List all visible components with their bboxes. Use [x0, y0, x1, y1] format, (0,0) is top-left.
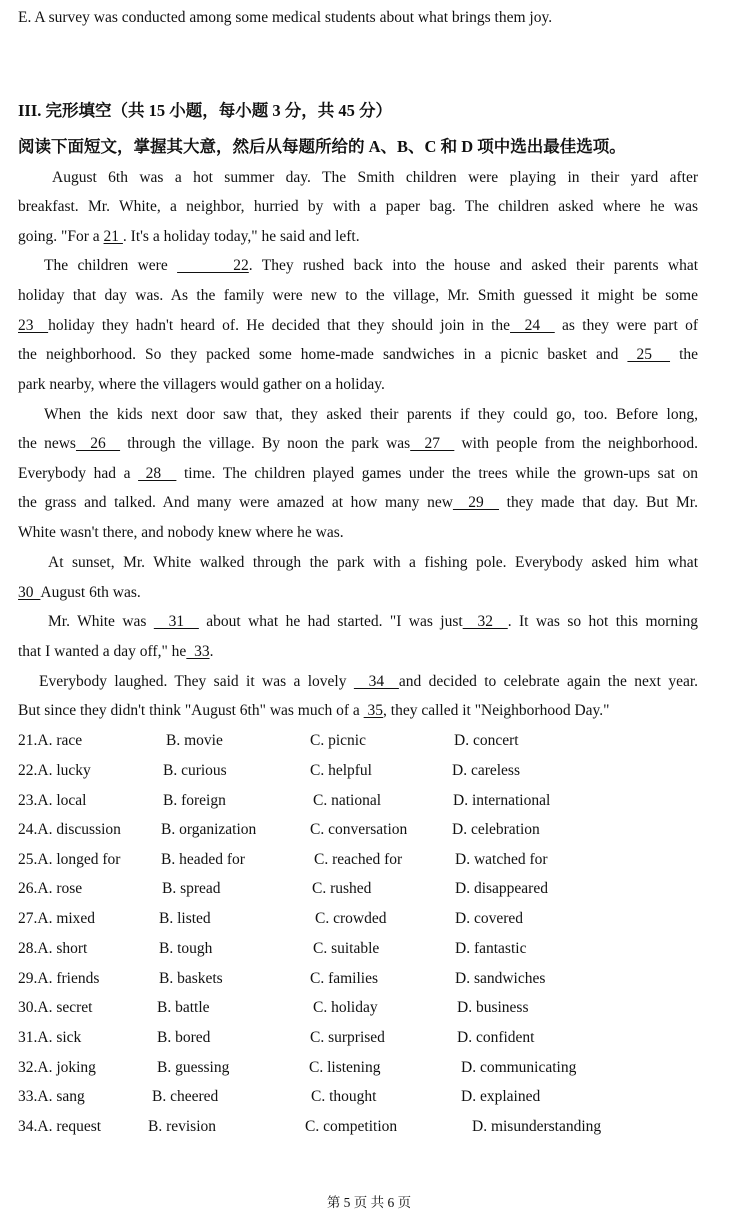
passage-line: that I wanted a day off," he 33.: [18, 643, 214, 660]
section-instruction: 阅读下面短文，掌握其大意，然后从每题所给的 A、B、C 和 D 项中选出最佳选项。: [18, 137, 626, 156]
passage-line: The children were 22. They rushed back into the house and asked their parents what: [44, 257, 699, 274]
option-c: C. conversation: [310, 821, 408, 838]
option-a: 25.A. longed for: [18, 851, 121, 868]
option-a: 30.A. secret: [18, 999, 93, 1016]
option-c: C. suitable: [313, 940, 380, 957]
option-d: D. explained: [461, 1088, 541, 1105]
option-a: 21.A. race: [18, 732, 83, 749]
option-a: 31.A. sick: [18, 1029, 82, 1046]
option-a: 24.A. discussion: [18, 821, 121, 838]
option-d: D. confident: [457, 1029, 535, 1046]
option-b: B. movie: [166, 732, 223, 749]
option-b: B. spread: [162, 880, 221, 897]
option-a: 34.A. request: [18, 1118, 102, 1135]
passage-line: park nearby, where the villagers would gather on a holiday.: [18, 376, 385, 393]
option-c: C. holiday: [313, 999, 378, 1016]
option-c: C. reached for: [314, 851, 403, 868]
passage-line: Everybody had a 28 time. The children played games under the trees while the grown-ups sat on: [18, 465, 698, 482]
option-a: 23.A. local: [18, 792, 87, 809]
option-c: C. surprised: [310, 1029, 385, 1046]
option-c: C. thought: [311, 1088, 377, 1105]
passage-line: the neighborhood. So they packed some home-made sandwiches in a picnic basket and 25 the: [18, 346, 699, 363]
passage-line: the news 26 through the village. By noon the park was 27 with people from the neighborhood.: [18, 435, 699, 452]
option-b: B. listed: [159, 910, 211, 927]
blank-32: 32: [462, 613, 508, 630]
passage-line: holiday that day was. As the family were new to the village, Mr. Smith guessed it might be some: [18, 287, 698, 304]
option-a: 27.A. mixed: [18, 910, 96, 927]
option-b: B. guessing: [157, 1059, 230, 1076]
option-c: C. listening: [309, 1059, 381, 1076]
passage-line: going. "For a 21 . It's a holiday today," he said and left.: [18, 228, 360, 245]
option-a: 29.A. friends: [18, 970, 100, 987]
blank-21: 21: [103, 228, 123, 245]
blank-26: 26: [75, 435, 121, 452]
passage-line: At sunset, Mr. White walked through the park with a fishing pole. Everybody asked him what: [48, 554, 698, 571]
option-b: B. cheered: [152, 1088, 219, 1105]
blank-22: 22: [177, 257, 249, 274]
passage-line: Everybody laughed. They said it was a lovely 34 and decided to celebrate again the next year.: [39, 673, 699, 690]
option-a: 33.A. sang: [18, 1088, 85, 1105]
option-d: D. concert: [454, 732, 519, 749]
option-d: D. communicating: [461, 1059, 577, 1076]
section-title: III. 完形填空（共 15 小题，每小题 3 分，共 45 分）: [18, 101, 393, 120]
option-b: B. tough: [159, 940, 213, 957]
option-a: 32.A. joking: [18, 1059, 96, 1076]
blank-27: 27: [410, 435, 455, 452]
option-b: B. headed for: [161, 851, 245, 868]
option-b: B. revision: [148, 1118, 217, 1135]
blank-34: 34: [353, 673, 399, 690]
blank-24: 24: [510, 317, 555, 334]
option-c: C. picnic: [310, 732, 366, 749]
option-b: B. organization: [161, 821, 257, 838]
option-c: C. competition: [305, 1118, 398, 1135]
blank-29: 29: [452, 494, 499, 511]
option-d: D. watched for: [455, 851, 548, 868]
passage-line: August 6th was a hot summer day. The Smith children were playing in their yard after: [52, 169, 698, 186]
passage-line: breakfast. Mr. White, a neighbor, hurried by with a paper bag. The children asked where he was: [18, 198, 698, 215]
option-b: B. battle: [157, 999, 210, 1016]
option-c: C. crowded: [315, 910, 387, 927]
option-d: D. misunderstanding: [472, 1118, 602, 1135]
passage-line: Mr. White was 31 about what he had started. "I was just 32 . It was so hot this morning: [48, 613, 698, 630]
option-b: B. bored: [157, 1029, 211, 1046]
option-c: C. rushed: [312, 880, 372, 897]
option-d: D. business: [457, 999, 529, 1016]
option-c: C. helpful: [310, 762, 372, 779]
option-c: C. national: [313, 792, 382, 809]
option-b: B. baskets: [159, 970, 223, 987]
passage-line: When the kids next door saw that, they asked their parents if they could go, too. Before long,: [44, 406, 698, 423]
option-e-line: E. A survey was conducted among some medical students about what brings them joy.: [18, 9, 553, 26]
blank-33: 33: [186, 643, 210, 660]
blank-23: 23: [18, 317, 49, 334]
option-a: 26.A. rose: [18, 880, 83, 897]
blank-25: 25: [627, 346, 671, 363]
blank-28: 28: [138, 465, 177, 482]
page-footer: 第 5 页 共 6 页: [326, 1195, 412, 1210]
option-b: B. foreign: [163, 792, 226, 809]
option-a: 22.A. lucky: [18, 762, 91, 779]
passage-line: the grass and talked. And many were amazed at how many new 29 they made that day. But Mr.: [18, 494, 698, 511]
passage-line: But since they didn't think "August 6th" was much of a 35, they called it "Neighborhood Day.": [18, 702, 610, 719]
option-d: D. international: [453, 792, 551, 809]
passage-line: White wasn't there, and nobody knew where he was.: [18, 524, 344, 541]
option-d: D. fantastic: [455, 940, 527, 957]
blank-31: 31: [153, 613, 199, 630]
option-d: D. celebration: [452, 821, 540, 838]
option-d: D. covered: [455, 910, 523, 927]
blank-35: 35: [363, 702, 384, 719]
option-d: D. careless: [452, 762, 520, 779]
option-c: C. families: [310, 970, 379, 987]
passage-line: 23 holiday they hadn't heard of. He decided that they should join in the 24 as they were part of: [18, 317, 698, 334]
option-a: 28.A. short: [18, 940, 88, 957]
passage-line: 30 August 6th was.: [18, 584, 141, 601]
option-d: D. sandwiches: [455, 970, 546, 987]
option-b: B. curious: [163, 762, 227, 779]
option-d: D. disappeared: [455, 880, 548, 897]
blank-30: 30: [18, 584, 41, 601]
